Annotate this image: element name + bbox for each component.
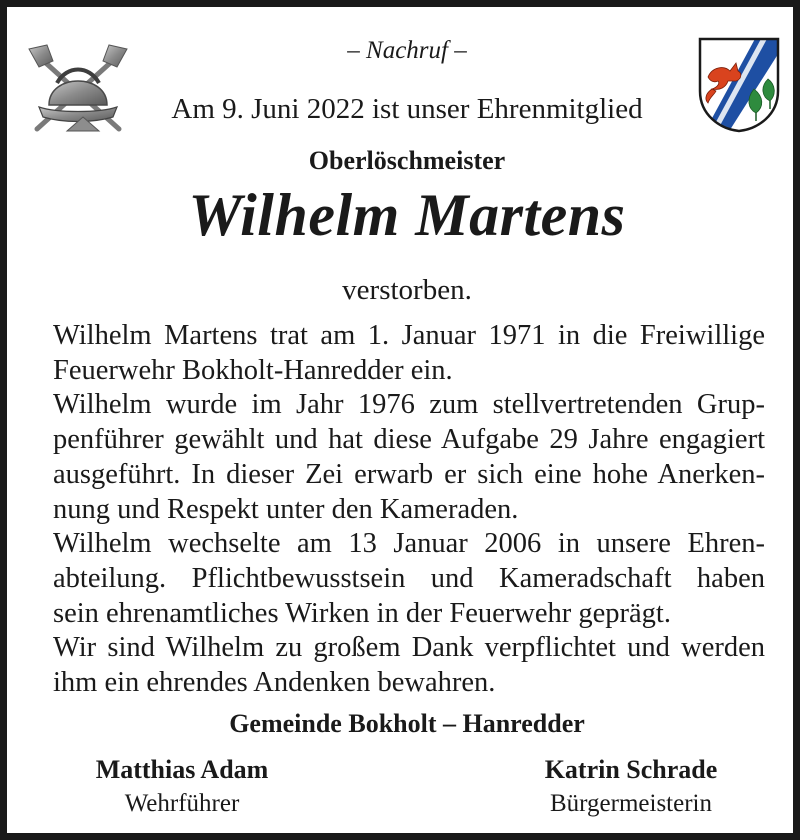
- signatory-role: Wehrführer: [124, 790, 240, 817]
- text-line: ihm ein ehrendes Andenken bewahren.: [53, 667, 496, 699]
- intro-line: Am 9. Juni 2022 ist unser Ehrenmitglied: [171, 93, 643, 125]
- text-line: sein ehrenamtliches Wirken in der Feuerwehr geprägt.: [53, 597, 671, 629]
- signatory-right: [501, 753, 761, 821]
- text-line: penführer gewählt und hat diese Aufgabe 29 Jahre engagiert: [53, 424, 765, 456]
- text-line: abteilung. Pflichtbewusstsein und Kameradschaft haben: [53, 562, 765, 594]
- text-line: Wilhelm wurde im Jahr 1976 zum stellvertretenden Grup-: [53, 389, 765, 421]
- text-line: nung und Respekt unter den Kameraden.: [53, 493, 519, 525]
- text-line: Wilhelm Martens trat am 1. Januar 1971 in die Freiwillige: [53, 320, 765, 351]
- text-line: Wilhelm wechselte am 13 Januar 2006 in unsere Ehren-: [53, 528, 765, 560]
- notice-heading: – Nachruf –: [347, 37, 467, 64]
- text-line: ausgeführt. In dieser Zei erwarb er sich eine hohe Anerken-: [53, 458, 765, 490]
- signatory-name: Matthias Adam: [95, 755, 269, 784]
- signatory-left: [52, 753, 312, 821]
- deceased-line: verstorben.: [342, 274, 472, 306]
- text-line: Wir sind Wilhelm zu großem Dank verpflichtet und werden: [53, 632, 765, 664]
- signatory-role: Bürgermeisterin: [550, 790, 712, 817]
- text-line: Feuerwehr Bokholt-Hanredder ein.: [53, 354, 453, 386]
- deceased-name: Wilhelm Martens: [188, 182, 626, 248]
- obituary-text: [53, 319, 765, 701]
- organization-name: Gemeinde Bokholt – Hanredder: [229, 709, 585, 738]
- deceased-rank: Oberlöschmeister: [308, 146, 506, 175]
- signatory-name: Katrin Schrade: [544, 755, 718, 784]
